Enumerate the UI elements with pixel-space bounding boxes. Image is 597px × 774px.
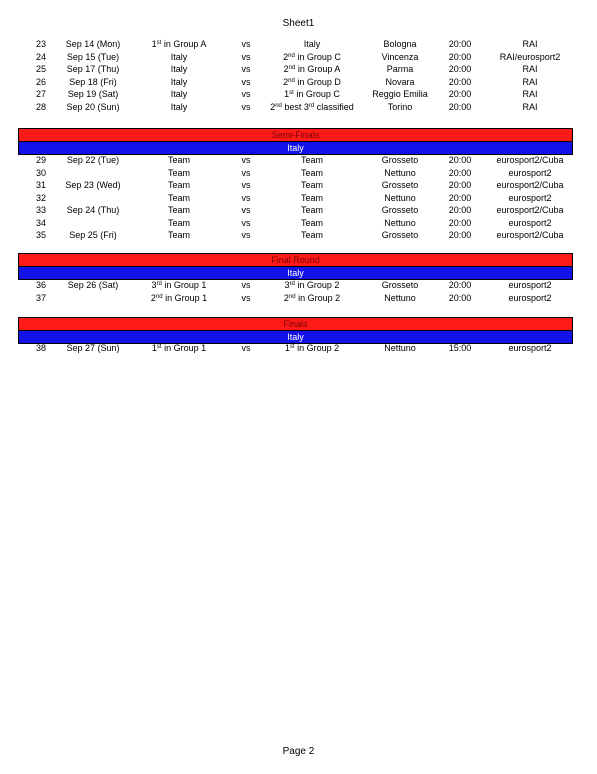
broadcaster: eurosport2/Cuba bbox=[496, 230, 564, 240]
match-number: 36 bbox=[35, 280, 46, 290]
away-team bbox=[256, 342, 368, 355]
away-team bbox=[256, 88, 368, 101]
home-team bbox=[122, 38, 236, 51]
match-row bbox=[18, 229, 572, 242]
semi-finals-header: Semi-Finals bbox=[18, 128, 573, 142]
home-team bbox=[122, 88, 236, 101]
match-number: 34 bbox=[35, 217, 46, 228]
home-team-part: Team bbox=[167, 192, 190, 203]
start-time: 20:00 bbox=[448, 101, 472, 112]
home-team bbox=[122, 167, 236, 180]
finals-table bbox=[18, 342, 572, 355]
away-team-part: in Group A bbox=[295, 64, 341, 74]
broadcaster: eurosport2 bbox=[508, 192, 552, 203]
broadcaster: RAI bbox=[522, 101, 538, 112]
match-row bbox=[18, 101, 572, 114]
home-team-part: 1 bbox=[151, 343, 157, 353]
home-team-part: nd bbox=[155, 293, 163, 300]
home-team-part: st bbox=[156, 344, 162, 350]
match-date bbox=[64, 292, 122, 305]
finals-host: Italy bbox=[18, 330, 573, 344]
start-time: 20:00 bbox=[448, 64, 472, 74]
broadcaster: eurosport2 bbox=[508, 292, 552, 303]
away-team-part: nd bbox=[288, 65, 296, 71]
away-team bbox=[256, 217, 368, 230]
start-time: 20:00 bbox=[448, 192, 472, 203]
away-team-part: in Group 2 bbox=[294, 280, 340, 290]
versus-label: vs bbox=[241, 292, 251, 303]
away-team-part: st bbox=[289, 90, 294, 96]
home-team-part: in Group 1 bbox=[162, 292, 208, 303]
away-team bbox=[256, 101, 368, 114]
match-number: 29 bbox=[35, 155, 46, 165]
broadcaster: RAI bbox=[522, 89, 538, 99]
away-team-part: 3 bbox=[284, 280, 290, 290]
home-team-part: st bbox=[156, 40, 162, 46]
away-team-part: best 3 bbox=[281, 101, 309, 112]
venue-city: Reggio Emilia bbox=[372, 89, 428, 99]
start-time: 20:00 bbox=[448, 280, 472, 290]
home-team-part: Italy bbox=[170, 101, 188, 112]
broadcaster: RAI/eurosport2 bbox=[499, 51, 561, 62]
start-time: 20:00 bbox=[448, 292, 472, 303]
away-team-part: 2 bbox=[283, 292, 289, 303]
venue-city: Grosseto bbox=[381, 205, 419, 215]
home-team bbox=[122, 292, 236, 305]
home-team bbox=[122, 342, 236, 355]
versus-label: vs bbox=[241, 51, 251, 62]
broadcaster: eurosport2 bbox=[508, 280, 552, 290]
away-team-part: nd bbox=[288, 293, 296, 300]
home-team-part: Team bbox=[167, 167, 190, 178]
home-team bbox=[122, 279, 236, 292]
match-row bbox=[18, 342, 572, 355]
home-team bbox=[122, 76, 236, 89]
home-team bbox=[122, 179, 236, 192]
match-row bbox=[18, 51, 572, 64]
home-team-part: 2 bbox=[150, 292, 156, 303]
match-date: Sep 25 (Fri) bbox=[69, 230, 117, 240]
venue-city: Grosseto bbox=[381, 155, 419, 165]
versus-label: vs bbox=[241, 180, 251, 190]
start-time: 20:00 bbox=[448, 89, 472, 99]
broadcaster: eurosport2 bbox=[508, 343, 552, 353]
match-number: 33 bbox=[35, 205, 46, 215]
match-row bbox=[18, 38, 572, 51]
home-team-part: Team bbox=[167, 205, 190, 215]
broadcaster: eurosport2/Cuba bbox=[496, 155, 564, 165]
home-team-part: Italy bbox=[170, 64, 188, 74]
home-team bbox=[122, 229, 236, 242]
away-team bbox=[256, 204, 368, 217]
start-time: 20:00 bbox=[448, 180, 472, 190]
match-date: Sep 22 (Tue) bbox=[66, 155, 120, 165]
versus-label: vs bbox=[241, 167, 251, 178]
venue-city: Nettuno bbox=[384, 192, 416, 203]
away-team bbox=[256, 154, 368, 167]
venue-city: Nettuno bbox=[384, 292, 416, 303]
away-team-part: Team bbox=[300, 155, 323, 165]
venue-city: Torino bbox=[387, 101, 413, 112]
versus-label: vs bbox=[241, 205, 251, 215]
away-team bbox=[256, 63, 368, 76]
match-date bbox=[64, 217, 122, 230]
venue-city: Grosseto bbox=[381, 230, 419, 240]
match-date bbox=[64, 167, 122, 180]
away-team bbox=[256, 167, 368, 180]
venue-city: Nettuno bbox=[384, 167, 416, 178]
away-team-part: Team bbox=[300, 230, 323, 240]
away-team-part: in Group C bbox=[293, 89, 340, 99]
home-team-part: Team bbox=[167, 230, 190, 240]
match-number: 23 bbox=[35, 39, 46, 49]
start-time: 20:00 bbox=[448, 51, 472, 62]
away-team-part: 2 bbox=[270, 101, 276, 112]
match-date: Sep 27 (Sun) bbox=[66, 343, 120, 353]
match-row bbox=[18, 292, 572, 305]
versus-label: vs bbox=[241, 217, 251, 228]
venue-city: Vincenza bbox=[381, 51, 419, 62]
final-round-host: Italy bbox=[18, 266, 573, 280]
match-date: Sep 18 (Fri) bbox=[69, 76, 117, 87]
versus-label: vs bbox=[241, 155, 251, 165]
sheet-title: Sheet1 bbox=[282, 18, 315, 29]
versus-label: vs bbox=[241, 343, 251, 353]
away-team-part: Italy bbox=[303, 39, 321, 49]
start-time: 20:00 bbox=[448, 76, 472, 87]
match-number: 32 bbox=[35, 192, 46, 203]
away-team-part: 2 bbox=[283, 51, 289, 62]
away-team bbox=[256, 279, 368, 292]
away-team bbox=[256, 192, 368, 205]
match-date: Sep 23 (Wed) bbox=[65, 180, 121, 190]
final-round-header: Final Round bbox=[18, 253, 573, 267]
away-team bbox=[256, 51, 368, 64]
match-date: Sep 19 (Sat) bbox=[67, 89, 119, 99]
match-number: 35 bbox=[35, 230, 46, 240]
page-number: Page 2 bbox=[282, 746, 315, 757]
home-team-part: rd bbox=[156, 281, 162, 287]
match-row bbox=[18, 167, 572, 180]
home-team-part: Team bbox=[167, 217, 190, 228]
match-number: 24 bbox=[35, 51, 46, 62]
home-team-part: Italy bbox=[170, 89, 188, 99]
home-team-part: in Group 1 bbox=[161, 280, 207, 290]
away-team-part: in Group D bbox=[294, 76, 341, 87]
versus-label: vs bbox=[241, 101, 251, 112]
venue-city: Nettuno bbox=[384, 217, 416, 228]
venue-city: Grosseto bbox=[381, 180, 419, 190]
match-row bbox=[18, 204, 572, 217]
semi-finals-table bbox=[18, 154, 572, 242]
away-team-part: 2 bbox=[283, 64, 289, 74]
home-team bbox=[122, 63, 236, 76]
home-team-part: 3 bbox=[151, 280, 157, 290]
home-team-part: 1 bbox=[151, 39, 157, 49]
versus-label: vs bbox=[241, 64, 251, 74]
away-team bbox=[256, 38, 368, 51]
final-round-table bbox=[18, 279, 572, 304]
semi-finals-host: Italy bbox=[18, 141, 573, 155]
match-date: Sep 24 (Thu) bbox=[66, 205, 120, 215]
away-team-part: classified bbox=[314, 101, 354, 112]
home-team-part: in Group 1 bbox=[161, 343, 207, 353]
start-time: 15:00 bbox=[448, 343, 472, 353]
versus-label: vs bbox=[241, 89, 251, 99]
broadcaster: eurosport2/Cuba bbox=[496, 180, 564, 190]
home-team-part: Italy bbox=[170, 51, 188, 62]
venue-city: Novara bbox=[385, 76, 415, 87]
away-team bbox=[256, 179, 368, 192]
versus-label: vs bbox=[241, 76, 251, 87]
home-team-part: Italy bbox=[170, 76, 188, 87]
match-row bbox=[18, 217, 572, 230]
match-number: 27 bbox=[35, 89, 46, 99]
match-number: 38 bbox=[35, 343, 46, 353]
match-date: Sep 20 (Sun) bbox=[66, 101, 120, 112]
home-team-part: Team bbox=[167, 180, 190, 190]
away-team-part: in Group 2 bbox=[294, 343, 340, 353]
finals-header: Finals bbox=[18, 317, 573, 331]
venue-city: Nettuno bbox=[384, 343, 416, 353]
match-number: 28 bbox=[35, 101, 46, 112]
home-team-part: Team bbox=[167, 155, 190, 165]
match-number: 37 bbox=[35, 292, 46, 303]
broadcaster: eurosport2/Cuba bbox=[496, 205, 564, 215]
match-date: Sep 17 (Thu) bbox=[66, 64, 120, 74]
away-team-part: nd bbox=[288, 52, 295, 59]
venue-city: Grosseto bbox=[381, 280, 419, 290]
home-team bbox=[122, 204, 236, 217]
venue-city: Parma bbox=[386, 64, 414, 74]
match-row bbox=[18, 279, 572, 292]
broadcaster: eurosport2 bbox=[508, 217, 552, 228]
away-team-part: in Group C bbox=[294, 51, 341, 62]
start-time: 20:00 bbox=[448, 217, 472, 228]
away-team-part: Team bbox=[300, 205, 323, 215]
away-team-part: Team bbox=[300, 217, 323, 228]
start-time: 20:00 bbox=[448, 155, 472, 165]
away-team-part: rd bbox=[289, 281, 295, 287]
match-row bbox=[18, 88, 572, 101]
match-date bbox=[64, 192, 122, 205]
match-number: 26 bbox=[35, 76, 46, 87]
away-team bbox=[256, 229, 368, 242]
match-number: 30 bbox=[35, 167, 46, 178]
away-team-part: Team bbox=[300, 180, 323, 190]
match-row bbox=[18, 154, 572, 167]
versus-label: vs bbox=[241, 192, 251, 203]
away-team-part: st bbox=[289, 344, 295, 350]
match-row bbox=[18, 179, 572, 192]
match-row bbox=[18, 63, 572, 76]
start-time: 20:00 bbox=[448, 167, 472, 178]
away-team-part: Team bbox=[300, 167, 323, 178]
match-date: Sep 26 (Sat) bbox=[67, 280, 119, 290]
match-number: 31 bbox=[35, 180, 46, 190]
away-team-part: Team bbox=[300, 192, 323, 203]
broadcaster: eurosport2 bbox=[508, 167, 552, 178]
away-team-part: 1 bbox=[284, 89, 290, 99]
broadcaster: RAI bbox=[522, 39, 538, 49]
top-schedule-table bbox=[18, 38, 572, 113]
match-number: 25 bbox=[35, 64, 46, 74]
away-team-part: 1 bbox=[284, 343, 290, 353]
away-team-part: in Group 2 bbox=[295, 292, 341, 303]
away-team-part: 2 bbox=[283, 76, 289, 87]
broadcaster: RAI bbox=[522, 76, 538, 87]
home-team bbox=[122, 101, 236, 114]
away-team-part: nd bbox=[288, 77, 295, 84]
home-team-part: in Group A bbox=[161, 39, 207, 49]
match-date: Sep 15 (Tue) bbox=[66, 51, 120, 62]
versus-label: vs bbox=[241, 39, 251, 49]
away-team bbox=[256, 292, 368, 305]
broadcaster: RAI bbox=[522, 64, 538, 74]
venue-city: Bologna bbox=[383, 39, 417, 49]
away-team bbox=[256, 76, 368, 89]
versus-label: vs bbox=[241, 280, 251, 290]
home-team bbox=[122, 192, 236, 205]
away-team-part: nd bbox=[275, 102, 282, 109]
versus-label: vs bbox=[241, 230, 251, 240]
start-time: 20:00 bbox=[448, 230, 472, 240]
home-team bbox=[122, 51, 236, 64]
match-row bbox=[18, 192, 572, 205]
home-team bbox=[122, 154, 236, 167]
home-team bbox=[122, 217, 236, 230]
away-team-part: rd bbox=[308, 102, 315, 109]
match-row bbox=[18, 76, 572, 89]
start-time: 20:00 bbox=[448, 39, 472, 49]
start-time: 20:00 bbox=[448, 205, 472, 215]
match-date: Sep 14 (Mon) bbox=[65, 39, 121, 49]
